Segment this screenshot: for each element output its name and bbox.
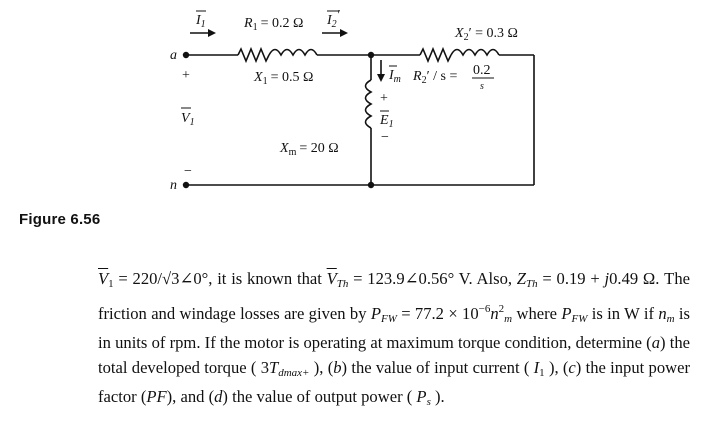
inductor-x1 — [269, 50, 317, 56]
label-v1-plus: + — [182, 68, 190, 83]
resistor-r1 — [238, 49, 269, 61]
problem-paragraph: $\overline{V}_1$ = 220/√3∠0°, it is known that $\overline{V}_{Th}$ = 123.9∠0.56° V. Also, $Z_{Th} = 0.19 + j0.49$ Ω. The friction and windage losses are given by $P_{FW} = 77.2 \times 10^{-6}n^2_m$ where $P_{FW}$ is in W if $n_m$ is in units of rpm. If the motor is operating at maximum torque condition, determine (a) the total developed torque ( $3T_{dmax+}$ ), (b) the value of input current ( $I_1$ ), (c) the input power factor (PF), and (d) the value of output power ( $P_s$ ). — [98, 269, 690, 408]
label-v1-minus: − — [184, 164, 192, 179]
label-x2p: $X_2' = 0.3$ Ω — [455, 26, 518, 43]
inductor-xm — [366, 80, 372, 128]
label-r2s: $R_2'$ / s = — [413, 69, 458, 86]
arrow-i1-head — [208, 29, 216, 37]
label-node-n: n — [170, 178, 177, 193]
inductor-x2p — [451, 50, 499, 56]
label-x1: $X_1 = 0.5$ Ω — [254, 70, 314, 87]
figure-caption: Figure 6.56 — [19, 211, 101, 228]
label-r1: $R_1 = 0.2$ Ω — [244, 16, 304, 33]
problem-statement — [98, 267, 690, 415]
label-i1: $I_1$ — [196, 13, 206, 30]
label-e1: $E_1$ — [380, 113, 394, 130]
terminal-n — [183, 182, 189, 188]
label-node-a: a — [170, 48, 177, 63]
label-e1-plus: + — [380, 91, 388, 106]
arrow-i2p-head — [340, 29, 348, 37]
circuit-diagram — [0, 0, 703, 205]
label-im: $I_m$ — [389, 68, 401, 85]
label-v1: $V_1$ — [181, 111, 195, 128]
label-r2s-den: s — [480, 81, 484, 92]
label-xm: $X_m = 20$ Ω — [280, 141, 339, 158]
label-r2s-num: 0.2 — [473, 63, 491, 78]
resistor-r2s — [420, 49, 451, 61]
arrow-im-head — [377, 74, 385, 82]
terminal-a — [183, 52, 189, 58]
label-i2p: $I_2'$ — [327, 8, 340, 30]
junction-bottom — [368, 182, 374, 188]
label-e1-minus: − — [381, 130, 389, 145]
junction-top — [368, 52, 374, 58]
